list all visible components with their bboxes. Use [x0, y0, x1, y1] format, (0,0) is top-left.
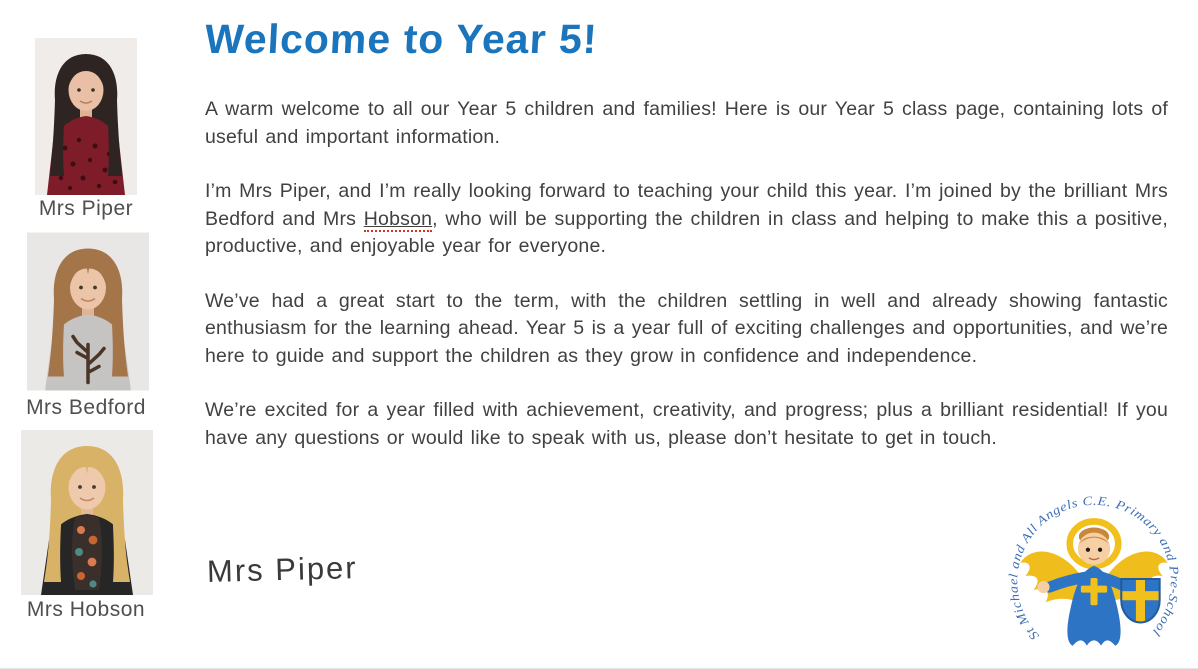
page-title: Welcome to Year 5! [203, 16, 599, 62]
welcome-text [205, 96, 1168, 479]
paragraph-2-spellcheck-word: Hobson [363, 207, 433, 230]
paragraph-2 [205, 178, 1168, 261]
signature: Mrs Piper [206, 550, 359, 589]
school-logo-text: St Michael and All Angels C.E. Primary and Pre-School [1006, 493, 1182, 644]
teacher-photo-hobson [21, 430, 153, 595]
paragraph-2-after: , who will be supporting the children in class and helping to make this a positive, productive, and enjoyable year for everyone. [205, 207, 1168, 257]
paragraph-3: We’ve had a great start to the term, with the children settling in well and already showing fantastic enthusiasm for the learning ahead. Year 5 is a year full of exciting challenges and opportunities, and we’re here to guide and support the children as they grow in confidence and independence. [205, 289, 1168, 367]
teacher-photo-piper-image [35, 38, 137, 195]
teacher-name-piper: Mrs Piper [38, 197, 134, 220]
angel-shield [1121, 579, 1159, 623]
teacher-photo-bedford-image [27, 232, 149, 391]
teacher-photo-piper [35, 38, 137, 195]
paragraph-4: We’re excited for a year filled with achievement, creativity, and progress; plus a brilliant residential! If you have any questions or would like to speak with us, please don’t hesitate to get in touch. [205, 399, 1168, 449]
school-logo [993, 486, 1195, 666]
paragraph-1: A warm welcome to all our Year 5 children and families! Here is our Year 5 class page, containing lots of useful and important information. [205, 98, 1168, 148]
angel-left-hand [1037, 581, 1049, 593]
teacher-photo-bedford [27, 232, 149, 391]
teacher-photo-hobson-image [21, 430, 153, 595]
angel-head [1078, 528, 1110, 565]
teacher-name-hobson: Mrs Hobson [26, 598, 146, 621]
paragraph-2-before: I’m Mrs Piper, and I’m really looking forward to teaching your child this year. I’m joined by the brilliant Mrs Bedford and Mrs [205, 180, 1168, 230]
teacher-name-bedford: Mrs Bedford [26, 396, 146, 419]
school-logo-image [993, 486, 1195, 666]
